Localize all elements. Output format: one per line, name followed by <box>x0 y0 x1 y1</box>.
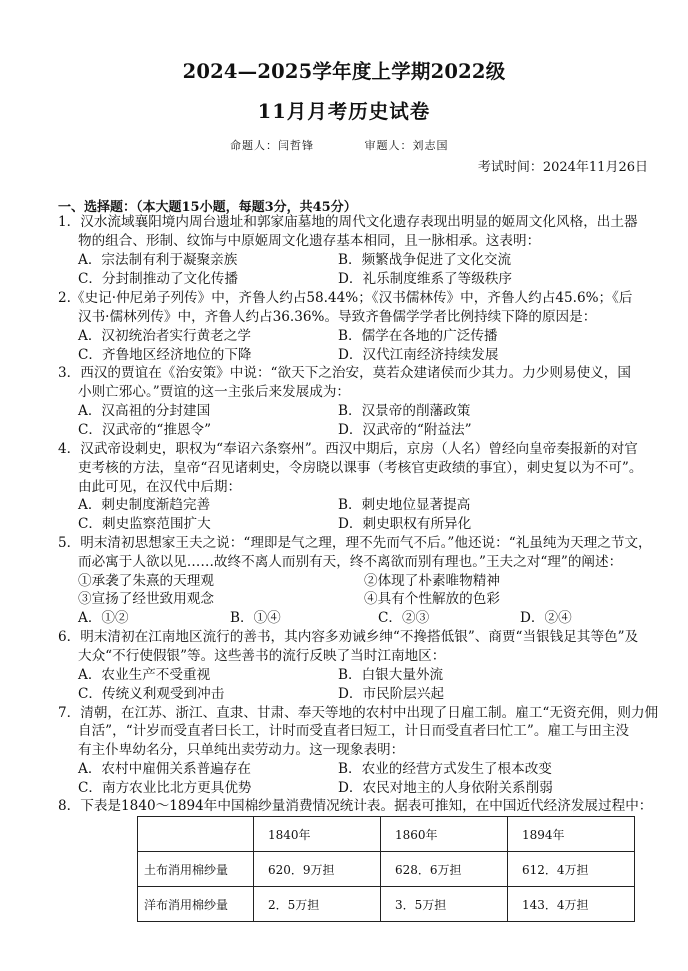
question-2-line-2: 汉书·儒林列传》中，齐鲁人约占36.36%。导致齐鲁儒学学者比例持续下降的原因是： <box>78 309 597 325</box>
table-cell: 628．6万担 <box>381 852 508 887</box>
question-5-statement-2: ②体现了朴素唯物精神 <box>364 573 500 589</box>
question-6-option-c: C．传统义利观受到冲击 <box>78 686 225 702</box>
question-5-option-a: A．①② <box>78 610 129 626</box>
question-3-option-b: B．汉景帝的削藩政策 <box>338 403 471 419</box>
question-4-option-a: A．刺史制度渐趋完善 <box>78 497 211 513</box>
table-header-row <box>138 817 635 852</box>
table-cell: 612．4万担 <box>508 852 635 887</box>
question-5-statement-4: ④具有个性解放的色彩 <box>364 591 500 607</box>
question-5-option-b: B．①④ <box>230 610 281 626</box>
question-7-option-c: C．南方农业比北方更具优势 <box>78 780 252 796</box>
table-cell: 3．5万担 <box>381 887 508 922</box>
question-1-option-d: D．礼乐制度维系了等级秩序 <box>338 271 513 287</box>
question-6-option-d: D．市民阶层兴起 <box>338 686 445 702</box>
table-cell: 143．4万担 <box>508 887 635 922</box>
section-title: 一、选择题：（本大题15小题，每题3分，共45分） <box>58 200 357 215</box>
question-4-option-b: B．刺史地位显著提高 <box>338 497 471 513</box>
table-header-cell: 1894年 <box>508 817 635 852</box>
question-5-statement-1: ①承袭了朱熹的天理观 <box>78 573 214 589</box>
question-1-option-c: C．分封制推动了文化传播 <box>78 271 238 287</box>
question-3-line-2: 小则亡邪心。”贾谊的这一主张后来发展成为： <box>78 384 351 400</box>
table-cell: 2．5万担 <box>254 887 381 922</box>
table-row <box>138 887 635 922</box>
question-1-option-a: A．宗法制有利于凝聚亲族 <box>78 252 238 268</box>
question-3-line-1: 3．西汉的贾谊在《治安策》中说：“欲天下之治安，莫若众建诸侯而少其力。力少则易使义，国 <box>58 365 631 381</box>
question-4-line-1: 4．汉武帝设刺史，职权为“奉诏六条察州”。西汉中期后，京房（人名）曾经向皇帝奏报新的对官 <box>58 441 638 457</box>
question-5-option-c: C．②③ <box>378 610 430 626</box>
question-4-option-d: D．刺史职权有所异化 <box>338 516 472 532</box>
question-7-option-d: D．农民对地主的人身依附关系削弱 <box>338 780 553 796</box>
question-5-line-2: 而必寓于人欲以见……故终不离人而别有天，终不离欲而别有理也。”王夫之对“理”的阐述： <box>78 554 623 570</box>
question-7-option-a: A．农村中雇佣关系普遍存在 <box>78 761 251 777</box>
table-header-cell <box>138 817 254 852</box>
author-line <box>230 137 495 153</box>
question-reviewer: 审题人：刘志国 <box>364 139 449 152</box>
table-row-label: 洋布消用棉纱量 <box>138 887 254 922</box>
cotton-yarn-table <box>137 816 635 922</box>
table-header-cell: 1860年 <box>381 817 508 852</box>
question-4-option-c: C．刺史监察范围扩大 <box>78 516 211 532</box>
question-1-option-b: B．频繁战争促进了文化交流 <box>338 252 512 268</box>
question-4-line-3: 由此可见，在汉代中后期： <box>78 479 242 495</box>
question-2-option-c: C．齐鲁地区经济地位的下降 <box>78 347 252 363</box>
question-2-line-1: 2.《史记·仲尼弟子列传》中，齐鲁人约占58.44%；《汉书儒林传》中，齐鲁人约占45.6%；《后 <box>58 290 633 306</box>
table-header-cell: 1840年 <box>254 817 381 852</box>
question-2-option-d: D．汉代江南经济持续发展 <box>338 347 499 363</box>
question-3-option-c: C．汉武帝的“推恩令” <box>78 422 212 438</box>
question-5-option-d: D．②④ <box>520 610 572 626</box>
question-8-line-1: 8．下表是1840～1894年中国棉纱量消费情况统计表。据表可推知，在中国近代经济发展过程中： <box>58 798 653 814</box>
question-6-option-b: B．白银大量外流 <box>338 667 444 683</box>
table-row <box>138 852 635 887</box>
question-7-line-1: 7．清朝，在江苏、浙江、直隶、甘肃、奉天等地的农村中出现了日雇工制。雇工“无资充佣，则力佣 <box>58 705 659 721</box>
question-6-line-2: 大众“不行使假银”等。这些善书的流行反映了当时江南地区： <box>78 648 446 664</box>
question-4-line-2: 吏考核的方法，皇帝“召见诸刺史，令房晓以课事（考核官吏政绩的事宜），刺史复以为不可”。 <box>78 460 643 476</box>
question-1-line-2: 物的组合、形制、纹饰与中原姬周文化遗存基本相同，且一脉相承。这表明： <box>78 233 541 249</box>
question-7-line-3: 有主仆卑幼名分，只单纯出卖劳动力。这一现象表明： <box>78 742 405 758</box>
exam-subtitle: 11月月考历史试卷 <box>257 100 431 123</box>
table-row-label: 土布消用棉纱量 <box>138 852 254 887</box>
question-7-line-2: 自活”，“计岁而受直者曰长工，计时而受直者曰短工，计日而受直者曰忙工”。雇工与田主没 <box>78 723 630 739</box>
question-2-option-a: A．汉初统治者实行黄老之学 <box>78 328 251 344</box>
question-3-option-d: D．汉武帝的“附益法” <box>338 422 472 438</box>
question-2-option-b: B．儒学在各地的广泛传播 <box>338 328 498 344</box>
exam-time: 考试时间：2024年11月26日 <box>477 160 648 175</box>
question-7-option-b: B．农业的经营方式发生了根本改变 <box>338 761 552 777</box>
question-5-line-1: 5．明末清初思想家王夫之说：“理即是气之理，理不先而气不后。”他还说：“礼虽纯为天理之节文， <box>58 535 652 551</box>
question-1-line-1: 1．汉水流域襄阳境内周台遗址和郭家庙墓地的周代文化遗存表现出明显的姬周文化风格，出土器 <box>58 214 638 230</box>
exam-title: 2024—2025学年度上学期2022级 <box>182 60 506 83</box>
question-5-statement-3: ③宣扬了经世致用观念 <box>78 591 214 607</box>
question-6-line-1: 6．明末清初在江南地区流行的善书，其内容多劝诫乡绅“不搀搭低银”、商贾“当银钱足其等色”及 <box>58 629 639 645</box>
question-3-option-a: A．汉高祖的分封建国 <box>78 403 211 419</box>
question-author: 命题人：闫哲锋 <box>230 139 314 152</box>
table-cell: 620．9万担 <box>254 852 381 887</box>
question-6-option-a: A．农业生产不受重视 <box>78 667 211 683</box>
